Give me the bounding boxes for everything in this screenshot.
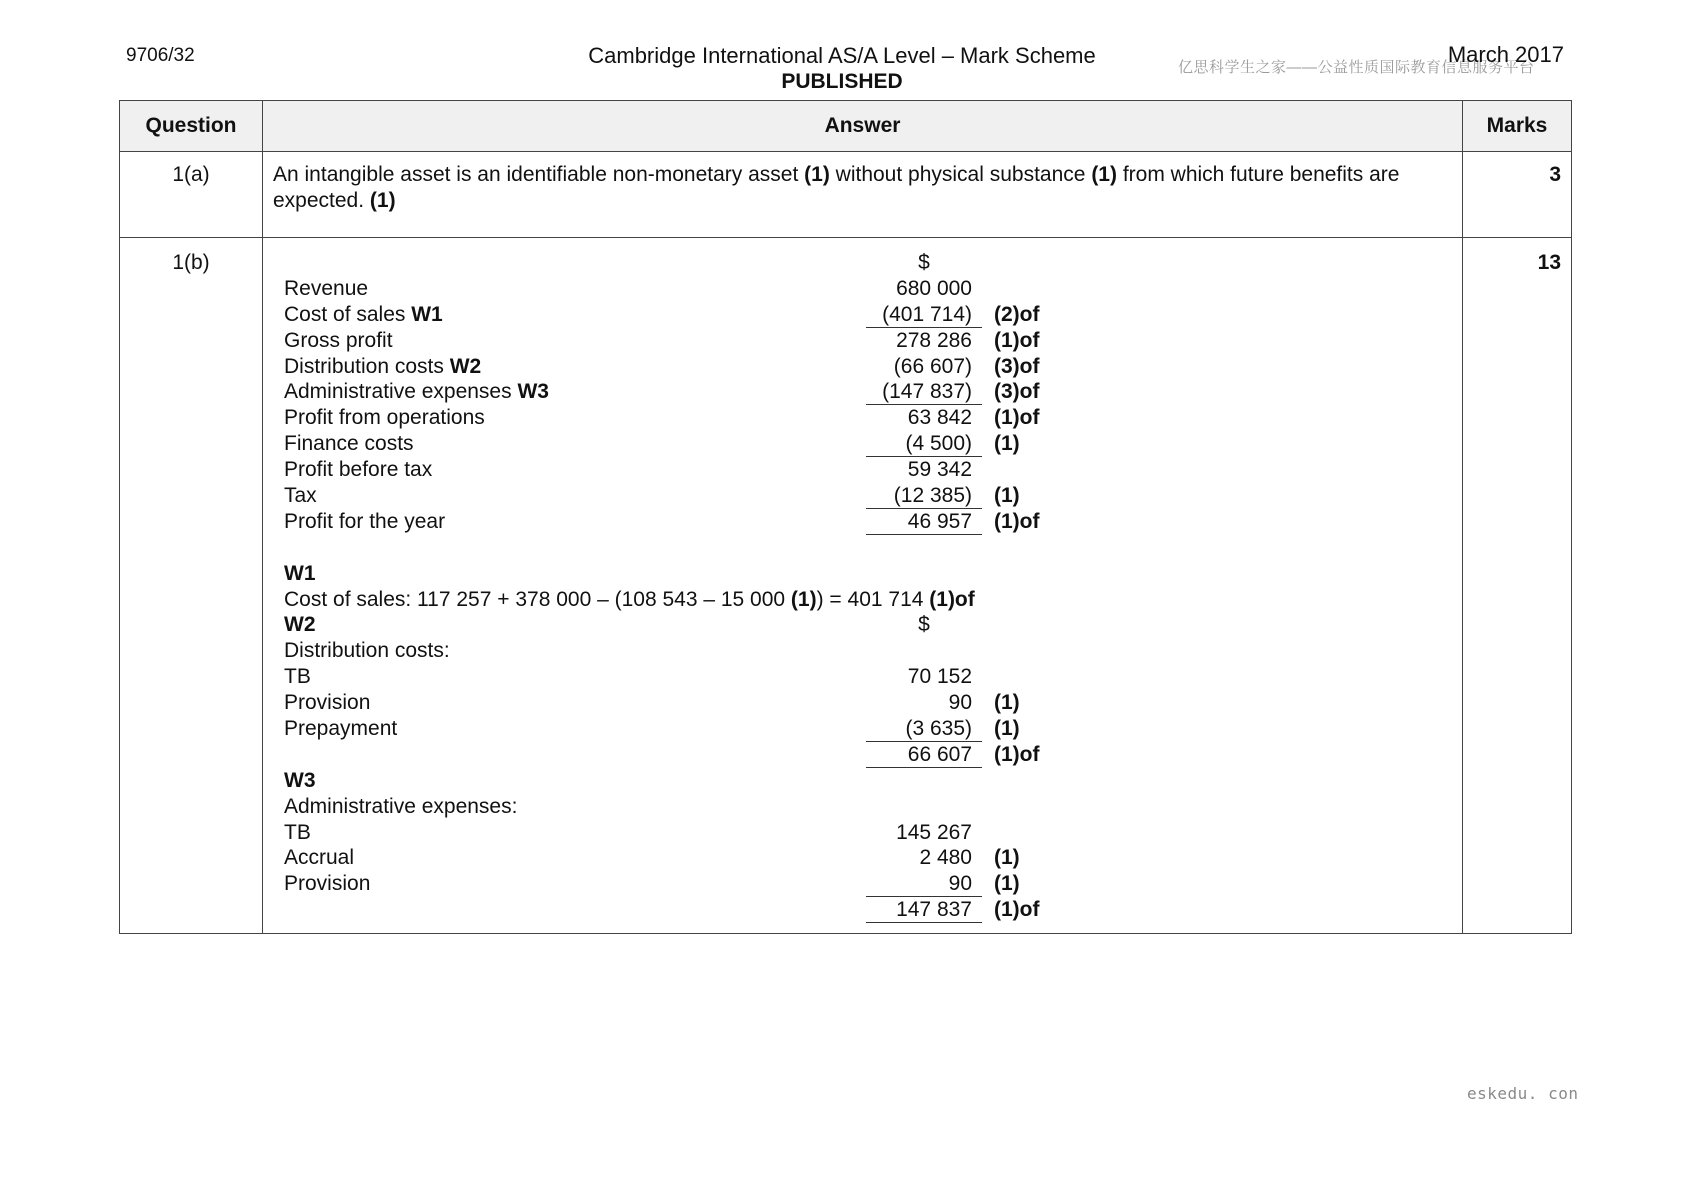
income-statement [263, 276, 1462, 535]
line-item [263, 302, 1462, 328]
answer-text-part: without physical substance [829, 163, 1092, 186]
answer-text-part: An intangible asset is an identifiable non-monetary asset [273, 163, 805, 186]
question-1a-row [120, 152, 1572, 238]
line-item [263, 845, 1462, 871]
line-amount: 2 480 [919, 846, 972, 870]
line-item [263, 509, 1462, 535]
line-label: Revenue [284, 276, 369, 300]
line-amount: (147 837) [866, 379, 982, 405]
line-label: Provision [284, 691, 371, 715]
line-item [263, 742, 1462, 768]
mark-allocation: (1)of [994, 406, 1040, 430]
line-amount: (3 635) [866, 716, 982, 742]
footer-watermark: eskedu. con [1467, 1084, 1579, 1103]
line-item [263, 457, 1462, 483]
w2-heading: W2 $ [263, 612, 1462, 638]
line-amount: (401 714) [866, 302, 982, 328]
mark-allocation: (2)of [994, 302, 1040, 326]
mark-allocation: (1) [804, 163, 830, 186]
answer-text [263, 152, 1463, 238]
line-amount: 59 342 [907, 458, 972, 482]
w1-heading: W1 [284, 561, 316, 585]
w3-subtitle: Administrative expenses: [284, 794, 518, 818]
line-label: Profit for the year [284, 509, 446, 533]
answer-workings [263, 238, 1463, 934]
line-amount: 147 837 [866, 897, 982, 923]
mark-allocation: (1) [994, 484, 1020, 508]
line-amount: 90 [866, 871, 982, 897]
line-label: Prepayment [284, 717, 398, 741]
line-label: Profit from operations [284, 406, 485, 430]
currency-heading-row [263, 250, 1462, 276]
line-item [263, 328, 1462, 354]
document-title: Cambridge International AS/A Level – Mark Scheme [588, 43, 1096, 68]
question-number: 1(b) [120, 238, 263, 934]
line-item [263, 716, 1462, 742]
w3-workings [263, 820, 1462, 924]
marks-column-header: Marks [1463, 101, 1572, 152]
line-label: Administrative expenses W3 [284, 380, 549, 404]
line-item [263, 664, 1462, 690]
line-amount: 63 842 [907, 406, 972, 430]
mark-allocation: (1) [994, 846, 1020, 870]
paper-code: 9706/32 [126, 45, 195, 66]
line-amount: (4 500) [866, 431, 982, 457]
mark-allocation [982, 820, 994, 846]
line-amount: 70 152 [907, 665, 972, 689]
line-label: Gross profit [284, 328, 393, 352]
line-amount: 90 [948, 691, 972, 715]
mark-allocation: (1) [994, 872, 1020, 896]
line-label: TB [284, 820, 311, 844]
question-1b-row [120, 238, 1572, 934]
line-amount: (12 385) [866, 483, 982, 509]
line-item [263, 820, 1462, 846]
line-item [263, 431, 1462, 457]
line-label: TB [284, 665, 311, 689]
mark-allocation: (1)of [994, 742, 1040, 766]
line-label: Distribution costs W2 [284, 354, 482, 378]
line-label: Profit before tax [284, 458, 433, 482]
line-item [263, 276, 1462, 302]
mark-allocation: (1) [369, 189, 396, 212]
line-item [263, 405, 1462, 431]
mark-allocation: (1) [1091, 163, 1117, 186]
mark-allocation: (1) [994, 717, 1020, 741]
line-item [263, 379, 1462, 405]
mark-allocation: (1)of [994, 898, 1040, 922]
currency-symbol: $ [918, 613, 930, 637]
line-label: Finance costs [284, 432, 414, 456]
working-reference: W2 [449, 354, 482, 378]
marks-value: 3 [1463, 152, 1572, 238]
line-amount: 278 286 [896, 328, 972, 352]
line-item [263, 483, 1462, 509]
question-number: 1(a) [120, 152, 263, 238]
mark-allocation: (1)of [994, 509, 1040, 533]
answer-text-part: from which future benefits are expected. [273, 163, 1400, 212]
line-item [263, 871, 1462, 897]
table-header-row [120, 101, 1572, 152]
line-label: Provision [284, 872, 371, 896]
line-label [263, 742, 866, 768]
line-item [263, 897, 1462, 923]
mark-allocation [982, 457, 994, 483]
working-reference: W1 [411, 302, 443, 326]
line-amount: 46 957 [866, 509, 982, 535]
line-amount: 66 607 [866, 742, 982, 768]
w2-subtitle: Distribution costs: [284, 639, 450, 663]
line-item [263, 354, 1462, 380]
marks-value: 13 [1463, 238, 1572, 934]
line-amount: 680 000 [896, 276, 972, 300]
w3-heading: W3 [284, 768, 316, 792]
line-amount: (66 607) [893, 354, 972, 378]
w2-workings [263, 664, 1462, 768]
line-label: Cost of sales W1 [284, 302, 443, 326]
answer-column-header: Answer [263, 101, 1463, 152]
working-reference: W3 [517, 380, 549, 404]
header-watermark: 亿思科学生之家——公益性质国际教育信息服务平台 [1178, 59, 1535, 76]
mark-allocation: (3)of [994, 380, 1040, 404]
question-column-header: Question [120, 101, 263, 152]
currency-symbol: $ [918, 251, 930, 274]
published-label: PUBLISHED [781, 70, 903, 93]
mark-allocation: (3)of [994, 354, 1040, 378]
mark-allocation: (1) [994, 432, 1020, 456]
w1-calculation: Cost of sales: 117 257 + 378 000 – (108 543 – 15 000 (1)) = 401 714 (1)of [284, 587, 975, 611]
mark-scheme-table [119, 100, 1572, 934]
exam-date: March 2017 [1447, 42, 1564, 67]
mark-allocation: (1)of [994, 328, 1040, 352]
line-label: Tax [284, 484, 317, 508]
line-amount: 145 267 [896, 820, 972, 844]
mark-allocation [982, 664, 994, 690]
mark-allocation [982, 276, 994, 302]
mark-allocation: (1) [994, 691, 1020, 715]
line-label: Accrual [284, 846, 355, 870]
line-item [263, 690, 1462, 716]
line-label [263, 897, 866, 923]
